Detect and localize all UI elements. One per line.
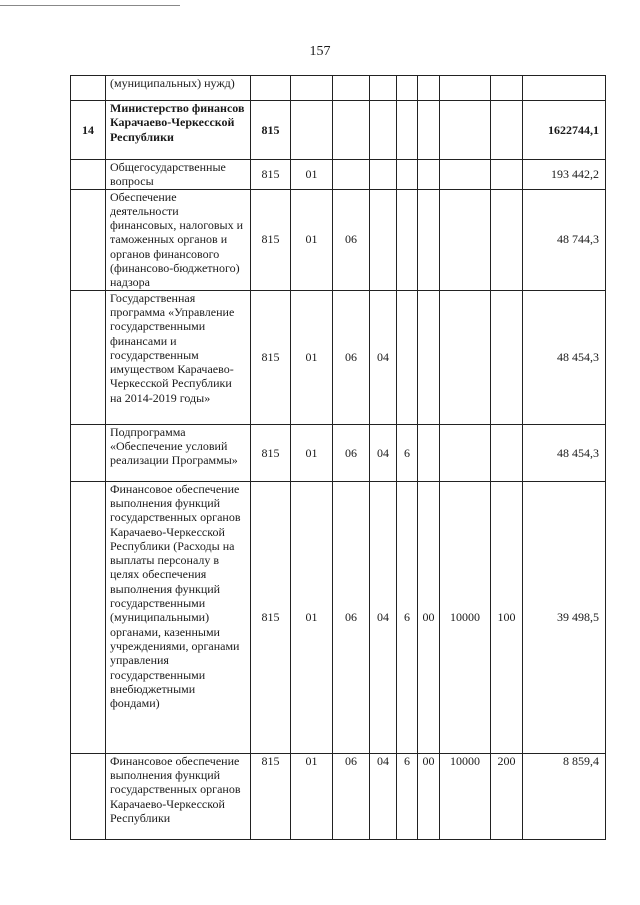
event-code [418, 424, 440, 481]
budget-table [70, 75, 606, 840]
subsection-code: 06 [333, 481, 370, 753]
subprogram-code [397, 101, 418, 160]
amount: 8 859,4 [523, 753, 606, 839]
row-name: Общегосударственные вопросы [106, 160, 251, 190]
amount: 48 454,3 [523, 424, 606, 481]
table-row [71, 189, 606, 290]
grbs-code [251, 76, 291, 101]
expense-type-code [491, 424, 523, 481]
program-code [370, 160, 397, 190]
grbs-code: 815 [251, 101, 291, 160]
row-number [71, 76, 106, 101]
page-number: 157 [309, 44, 331, 59]
amount: 193 442,2 [523, 160, 606, 190]
expense-type-code [491, 76, 523, 101]
table-row [71, 160, 606, 190]
event-code [418, 189, 440, 290]
section-code: 01 [291, 160, 333, 190]
expense-type-code: 200 [491, 753, 523, 839]
subsection-code [333, 76, 370, 101]
direction-code: 10000 [440, 753, 491, 839]
top-divider-line [0, 5, 180, 6]
table-row [71, 76, 606, 101]
section-code: 01 [291, 481, 333, 753]
row-number: 14 [71, 101, 106, 160]
program-code [370, 189, 397, 290]
amount [523, 76, 606, 101]
program-code: 04 [370, 481, 397, 753]
section-code: 01 [291, 189, 333, 290]
row-name: Финансовое обеспечение выполнения функций государственных органов Карачаево-Черкесской Республики (Расходы на выплаты персоналу в целях обеспечения выполнения функций государственными (муниципальными) органами, казенными учреждениями, органами управления государственными внебюджетными фондами) [106, 481, 251, 753]
expense-type-code [491, 290, 523, 424]
program-code [370, 76, 397, 101]
expense-type-code [491, 160, 523, 190]
event-code: 00 [418, 481, 440, 753]
expense-type-code [491, 189, 523, 290]
subprogram-code: 6 [397, 481, 418, 753]
amount: 39 498,5 [523, 481, 606, 753]
row-number [71, 189, 106, 290]
row-name: Государственная программа «Управление государственными финансами и государственным имуществом Карачаево-Черкесской Республики на 2014-2019 годы» [106, 290, 251, 424]
subprogram-code: 6 [397, 424, 418, 481]
event-code [418, 290, 440, 424]
direction-code [440, 101, 491, 160]
direction-code: 10000 [440, 481, 491, 753]
event-code [418, 76, 440, 101]
direction-code [440, 290, 491, 424]
section-code: 01 [291, 290, 333, 424]
expense-type-code: 100 [491, 481, 523, 753]
direction-code [440, 189, 491, 290]
grbs-code: 815 [251, 424, 291, 481]
row-name: Финансовое обеспечение выполнения функций государственных органов Карачаево-Черкесской Республики [106, 753, 251, 839]
program-code: 04 [370, 424, 397, 481]
event-code [418, 101, 440, 160]
direction-code [440, 76, 491, 101]
program-code: 04 [370, 290, 397, 424]
table-row [71, 424, 606, 481]
subprogram-code [397, 189, 418, 290]
section-code: 01 [291, 424, 333, 481]
section-code: 01 [291, 753, 333, 839]
table-row [71, 481, 606, 753]
subsection-code: 06 [333, 753, 370, 839]
expense-type-code [491, 101, 523, 160]
grbs-code: 815 [251, 481, 291, 753]
subprogram-code [397, 290, 418, 424]
subsection-code: 06 [333, 290, 370, 424]
row-name: Обеспечение деятельности финансовых, налоговых и таможенных органов и органов финансового (финансово-бюджетного) надзора [106, 189, 251, 290]
grbs-code: 815 [251, 160, 291, 190]
amount: 48 744,3 [523, 189, 606, 290]
amount: 48 454,3 [523, 290, 606, 424]
row-number [71, 753, 106, 839]
section-code [291, 76, 333, 101]
grbs-code: 815 [251, 189, 291, 290]
grbs-code: 815 [251, 290, 291, 424]
grbs-code: 815 [251, 753, 291, 839]
row-number [71, 160, 106, 190]
direction-code [440, 424, 491, 481]
table-row [71, 753, 606, 839]
program-code: 04 [370, 753, 397, 839]
program-code [370, 101, 397, 160]
subsection-code [333, 160, 370, 190]
table-row [71, 101, 606, 160]
subprogram-code [397, 76, 418, 101]
subprogram-code [397, 160, 418, 190]
subprogram-code: 6 [397, 753, 418, 839]
row-name: Подпрограмма «Обеспечение условий реализации Программы» [106, 424, 251, 481]
direction-code [440, 160, 491, 190]
amount: 1622744,1 [523, 101, 606, 160]
row-number [71, 481, 106, 753]
row-number [71, 424, 106, 481]
subsection-code: 06 [333, 424, 370, 481]
event-code [418, 160, 440, 190]
row-name: (муниципальных) нужд) [106, 76, 251, 101]
table-row [71, 290, 606, 424]
subsection-code: 06 [333, 189, 370, 290]
row-number [71, 290, 106, 424]
section-code [291, 101, 333, 160]
subsection-code [333, 101, 370, 160]
event-code: 00 [418, 753, 440, 839]
row-name: Министерство финансов Карачаево-Черкесской Республики [106, 101, 251, 160]
